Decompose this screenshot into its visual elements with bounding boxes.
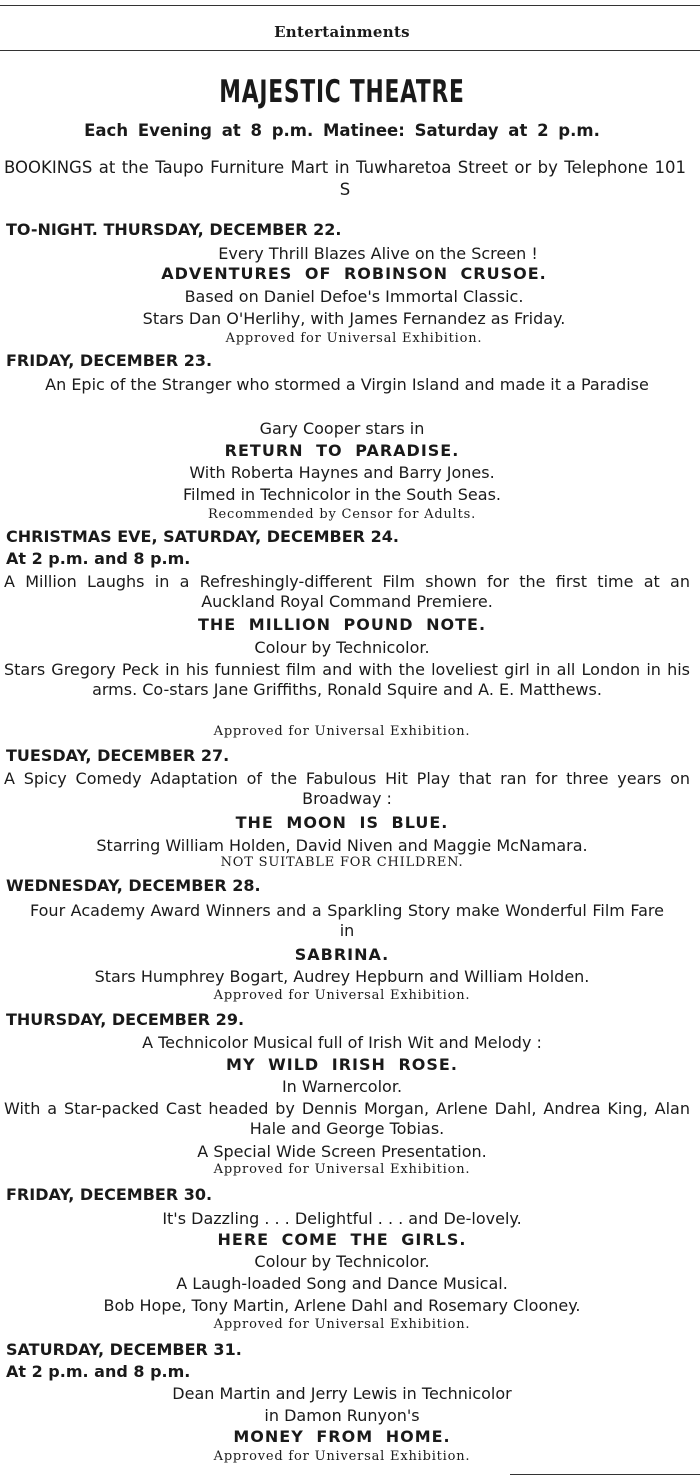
- film-credits: With Roberta Haynes and Barry Jones.: [189, 463, 495, 482]
- film-note: Filmed in Technicolor in the South Seas.: [182, 485, 501, 504]
- bookings-info: BOOKINGS at the Taupo Furniture Mart in Tuwharetoa Street or by Telephone 101 S: [4, 158, 686, 199]
- film-tagline: A Technicolor Musical full of Irish Wit and Melody :: [142, 1033, 542, 1052]
- top-rule: [0, 5, 700, 6]
- film-title: ADVENTURES OF ROBINSON CRUSOE.: [161, 264, 547, 283]
- film-credits: With a Star-packed Cast headed by Dennis Morgan, Arlene Dahl, Andrea King, Alan Hale and George Tobias.: [4, 1099, 690, 1138]
- censor-rating: Approved for Universal Exhibition.: [213, 724, 471, 739]
- programme-times: At 2 p.m. and 8 p.m.: [6, 549, 191, 568]
- censor-rating: Approved for Universal Exhibition.: [225, 331, 483, 346]
- film-tagline: Every Thrill Blazes Alive on the Screen !: [218, 244, 538, 263]
- censor-rating: Approved for Universal Exhibition.: [213, 1162, 471, 1177]
- header-rule: [0, 50, 700, 51]
- film-title: THE MOON IS BLUE.: [235, 813, 449, 832]
- film-lead: Gary Cooper stars in: [259, 419, 425, 438]
- programme-times: At 2 p.m. and 8 p.m.: [6, 1362, 191, 1381]
- programme-day: TUESDAY, DECEMBER 27.: [6, 746, 230, 765]
- film-title: THE MILLION POUND NOTE.: [197, 615, 487, 634]
- film-title: HERE COME THE GIRLS.: [217, 1230, 467, 1249]
- programme-day: FRIDAY, DECEMBER 23.: [6, 351, 213, 370]
- programme-day: WEDNESDAY, DECEMBER 28.: [6, 876, 261, 895]
- film-note: Colour by Technicolor.: [254, 1252, 430, 1271]
- film-credits: Bob Hope, Tony Martin, Arlene Dahl and Rosemary Clooney.: [103, 1296, 581, 1315]
- film-tagline: Four Academy Award Winners and a Sparkling Story make Wonderful Film Fare in: [30, 901, 664, 940]
- film-lead: in Damon Runyon's: [264, 1406, 420, 1425]
- censor-rating: Approved for Universal Exhibition.: [213, 1317, 471, 1332]
- film-tagline: An Epic of the Stranger who stormed a Virgin Island and made it a Paradise: [45, 375, 649, 394]
- film-tagline: It's Dazzling . . . Delightful . . . and De-lovely.: [162, 1209, 522, 1228]
- film-credits: Stars Gregory Peck in his funniest film and with the loveliest girl in all London in his arms. Co-stars Jane Griffiths, Ronald Squire and A. E. Matthews.: [4, 660, 690, 699]
- film-extra: A Special Wide Screen Presentation.: [197, 1142, 487, 1161]
- film-tagline: A Spicy Comedy Adaptation of the Fabulous Hit Play that ran for three years on Broadway :: [4, 769, 690, 808]
- film-credits: Stars Humphrey Bogart, Audrey Hepburn and William Holden.: [94, 967, 590, 986]
- film-title: MY WILD IRISH ROSE.: [226, 1055, 458, 1074]
- section-header: Entertainments: [274, 23, 410, 41]
- censor-rating: Approved for Universal Exhibition.: [213, 1449, 471, 1464]
- programme-day: FRIDAY, DECEMBER 30.: [6, 1185, 213, 1204]
- show-times: Each Evening at 8 p.m. Matinee: Saturday at 2 p.m.: [84, 121, 600, 140]
- programme-day: THURSDAY, DECEMBER 29.: [6, 1010, 245, 1029]
- film-note: Colour by Technicolor.: [254, 638, 430, 657]
- film-extra: A Laugh-loaded Song and Dance Musical.: [176, 1274, 508, 1293]
- programme-day: SATURDAY, DECEMBER 31.: [6, 1340, 242, 1359]
- film-note: Based on Daniel Defoe's Immortal Classic.: [184, 287, 524, 306]
- programme-day: TO-NIGHT. THURSDAY, DECEMBER 22.: [6, 220, 342, 239]
- film-credits: Starring William Holden, David Niven and Maggie McNamara.: [96, 836, 588, 855]
- programme-day: CHRISTMAS EVE, SATURDAY, DECEMBER 24.: [6, 527, 399, 546]
- film-note: In Warnercolor.: [281, 1077, 403, 1096]
- censor-rating: Recommended by Censor for Adults.: [207, 507, 477, 522]
- censor-rating: Approved for Universal Exhibition.: [213, 988, 471, 1003]
- film-title: RETURN TO PARADISE.: [224, 441, 460, 460]
- censor-rating: NOT SUITABLE FOR CHILDREN.: [220, 855, 464, 870]
- bottom-rule: [510, 1474, 700, 1475]
- film-credits: Dean Martin and Jerry Lewis in Technicolor: [172, 1384, 512, 1403]
- film-credits: Stars Dan O'Herlihy, with James Fernandez as Friday.: [142, 309, 566, 328]
- film-title: MONEY FROM HOME.: [233, 1427, 451, 1446]
- theatre-name: MAJESTIC THEATRE: [219, 74, 465, 110]
- film-title: SABRINA.: [294, 945, 390, 964]
- film-tagline: A Million Laughs in a Refreshingly-different Film shown for the first time at an Auckland Royal Command Premiere.: [4, 572, 690, 611]
